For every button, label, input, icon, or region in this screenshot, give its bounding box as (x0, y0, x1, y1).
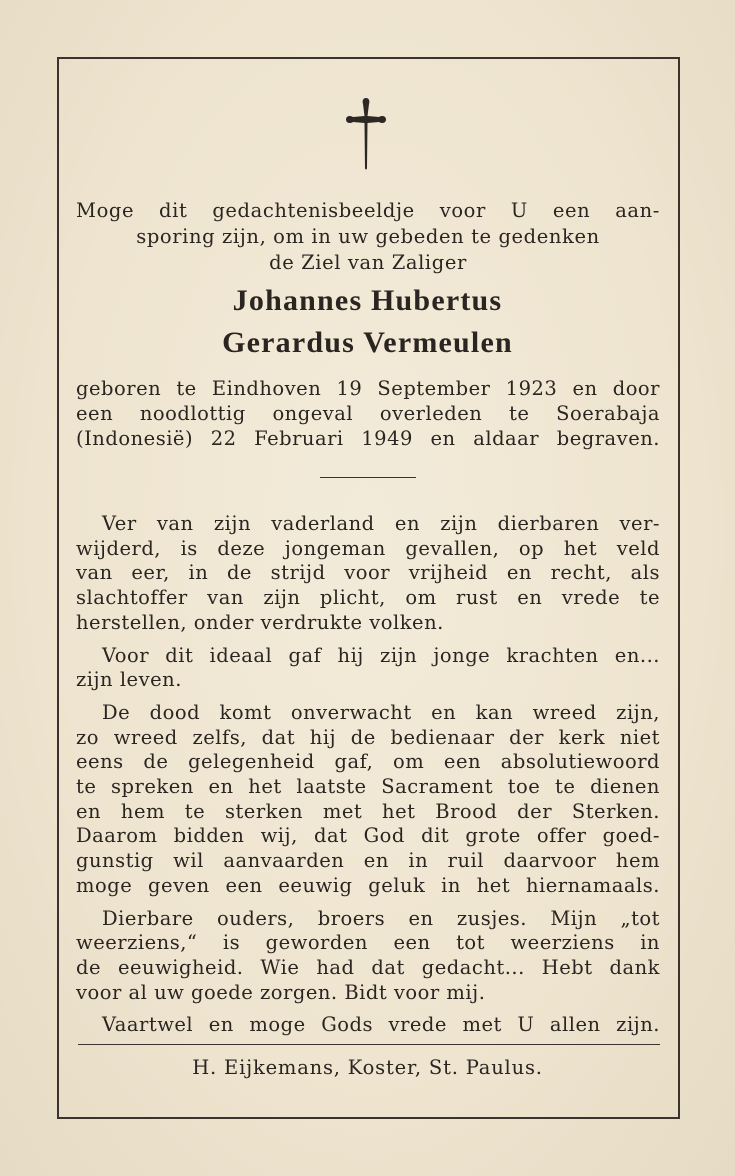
text-line: Daarom bidden wij, dat God dit grote offer goed- (76, 824, 660, 848)
text-line: eens de gelegenheid gaf, om een absolutiewoord (76, 750, 660, 774)
intro-line: sporing zijn, om in uw gebeden te gedenken (136, 225, 600, 248)
deceased-name-line2: Gerardus Vermeulen (222, 326, 513, 359)
text-line: Ver van zijn vaderland en zijn dierbaren ver- (102, 512, 660, 535)
text-line: weerziens,“ is geworden een tot weerziens in (76, 931, 660, 955)
text-line: gunstig wil aanvaarden en in ruil daarvoor hem (76, 849, 660, 873)
birth-death-line: (Indonesië) 22 Februari 1949 en aldaar begraven. (76, 427, 660, 450)
text-line: zijn leven. (76, 668, 182, 692)
text-line: Dierbare ouders, broers en zusjes. Mijn „tot (102, 906, 660, 930)
text-line: Voor dit ideaal gaf hij zijn jonge krachten en... (102, 643, 660, 667)
paragraph (76, 512, 660, 636)
short-divider (320, 477, 416, 478)
text-line: van eer, in de strijd voor vrijheid en recht, als (76, 561, 660, 585)
text-line: moge geven een eeuwig geluk in het hiernamaals. (76, 873, 660, 897)
cross-icon (343, 96, 389, 172)
text-line: De dood komt onverwacht en kan wreed zijn, (102, 700, 660, 724)
text-line: de eeuwigheid. Wie had dat gedacht... Hebt dank (76, 955, 660, 979)
memorial-text (76, 512, 660, 1046)
text-line: zo wreed zelfs, dat hij de bedienaar der kerk niet (76, 725, 660, 749)
intro-line: Moge dit gedachtenisbeeldje voor U een aan- (76, 199, 660, 222)
paragraph (76, 644, 660, 693)
deceased-name-line1: Johannes Hubertus (232, 284, 503, 317)
text-line: te spreken en het laatste Sacrament toe te dienen (76, 775, 660, 799)
text-line: wijderd, is deze jongeman gevallen, op het veld (76, 536, 660, 560)
birth-death-text (76, 376, 660, 451)
text-line: Vaartwel en moge Gods vrede met U allen zijn. (102, 1013, 660, 1037)
birth-death-line: geboren te Eindhoven 19 September 1923 en door (76, 377, 660, 400)
paragraph (76, 1013, 660, 1038)
birth-death-line: een noodlottig ongeval overleden te Soerabaja (76, 402, 660, 425)
text-line: slachtoffer van zijn plicht, om rust en vrede te (76, 586, 660, 610)
paragraph (76, 701, 660, 899)
signature: H. Eijkemans, Koster, St. Paulus. (192, 1056, 543, 1079)
intro-text (76, 198, 660, 276)
intro-line: de Ziel van Zaliger (269, 251, 467, 274)
text-line: herstellen, onder verdrukte volken. (76, 610, 444, 634)
text-line: voor al uw goede zorgen. Bidt voor mij. (76, 980, 486, 1004)
paragraph (76, 907, 660, 1006)
long-divider (78, 1044, 660, 1045)
text-line: en hem te sterken met het Brood der Sterken. (76, 799, 660, 823)
